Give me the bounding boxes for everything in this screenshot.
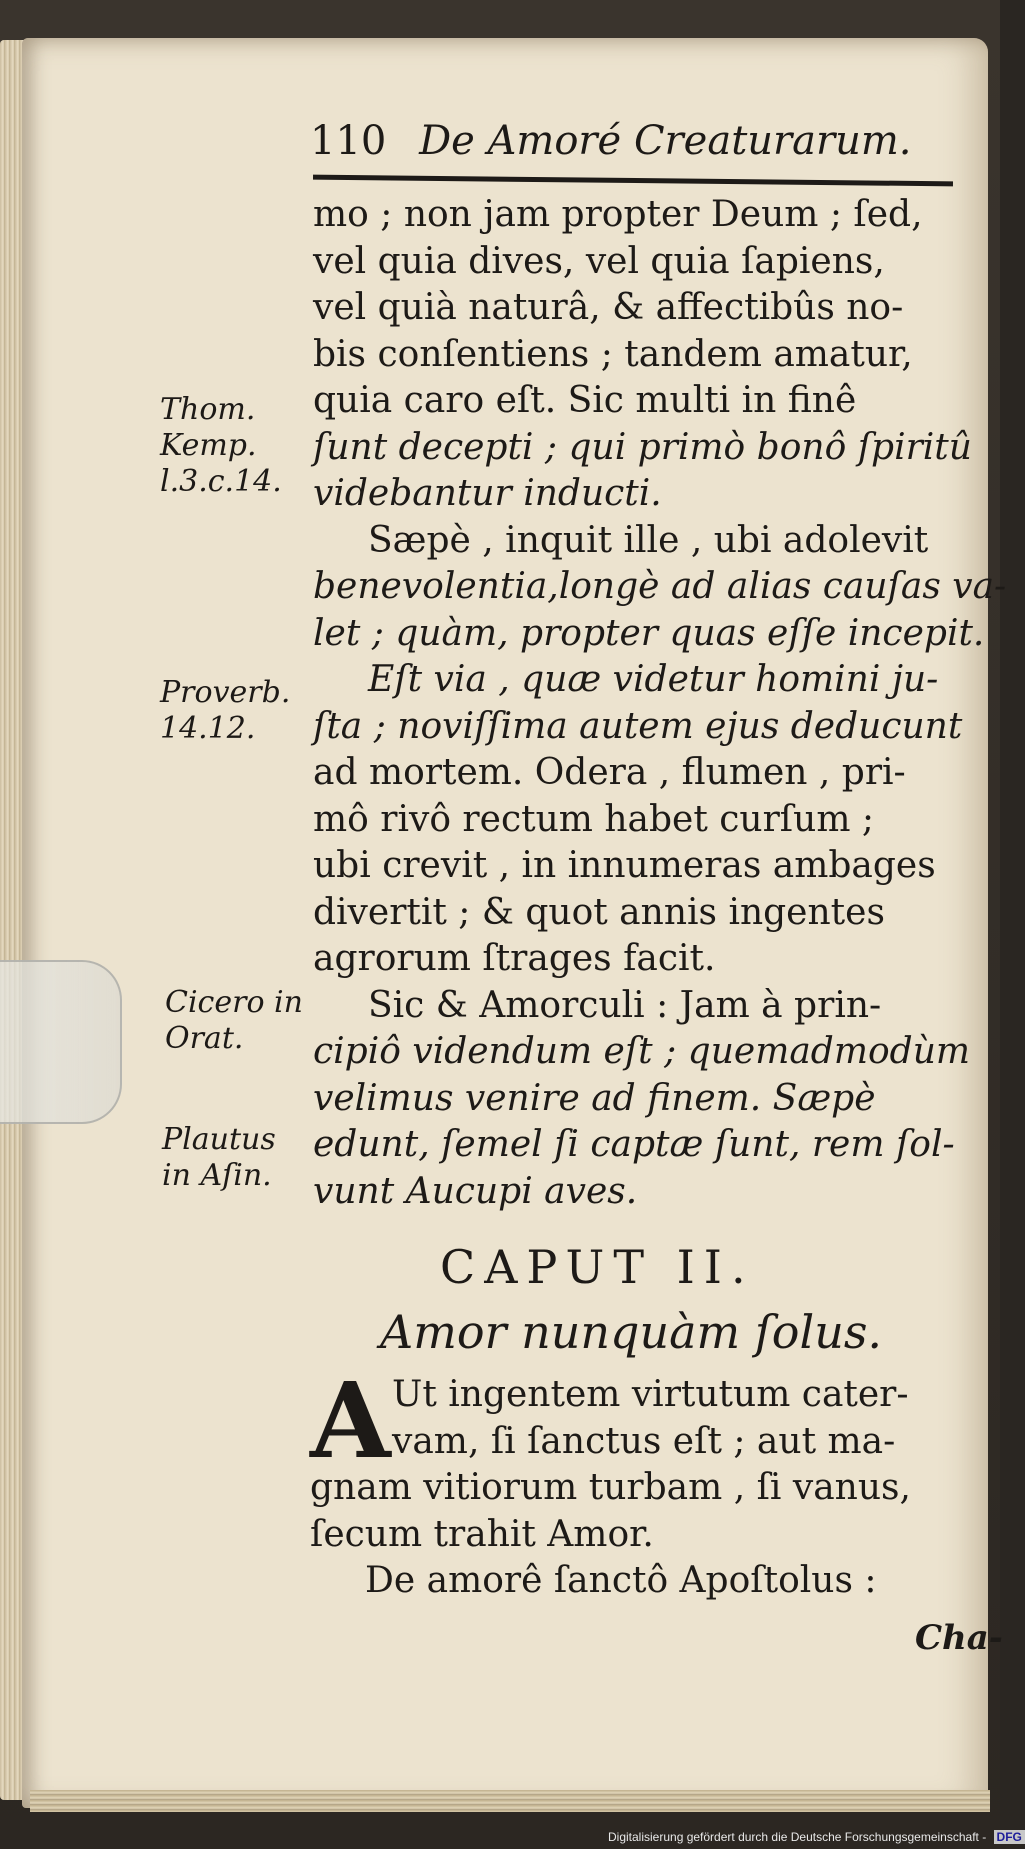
margin-note-line: Kemp. — [160, 428, 257, 463]
text-line: ad mortem. Odera , flumen , pri- — [313, 752, 906, 793]
text-line: Ut ingentem virtutum cater- — [392, 1374, 909, 1415]
text-line: vel quià naturâ, & affectibûs no- — [313, 287, 904, 328]
digitization-footer — [608, 1830, 1025, 1844]
text-line: ſta ; noviſſima autem ejus deducunt — [313, 705, 963, 747]
margin-note-line: Plautus — [162, 1122, 276, 1157]
margin-note-line: l.3.c.14. — [160, 464, 282, 499]
text-line: vunt Aucupi aves. — [313, 1170, 638, 1212]
margin-note-line: Proverb. — [160, 675, 291, 710]
chapter-heading: CAPUT II. — [440, 1240, 755, 1294]
text-line: gnam vitiorum turbam , ſi vanus, — [310, 1467, 911, 1508]
dfg-logo: DFG — [994, 1830, 1025, 1844]
text-line: vel quia dives, vel quia ſapiens, — [313, 240, 885, 282]
page-edge-bottom — [30, 1790, 990, 1812]
footer-text: Digitalisierung gefördert durch die Deutsche Forschungsgemeinschaft - — [608, 1830, 987, 1844]
catchword: Cha- — [915, 1618, 1003, 1658]
text-line: quia caro eſt. Sic multi in finê — [313, 380, 857, 421]
text-line: vam, ſi ſanctus eſt ; aut ma- — [392, 1420, 896, 1462]
text-line: divertit ; & quot annis ingentes — [313, 891, 885, 933]
text-line: Sic & Amorculi : Jam à prin- — [368, 984, 882, 1026]
margin-note-line: 14.12. — [160, 711, 256, 746]
running-title: De Amoré Creaturarum. — [419, 118, 912, 164]
chapter-subtitle: Amor nunquàm ſolus. — [380, 1305, 883, 1359]
drop-cap: A — [310, 1359, 391, 1482]
margin-note-line: Thom. — [160, 392, 256, 427]
text-line: edunt, ſemel ſi captæ ſunt, rem ſol- — [313, 1124, 955, 1165]
margin-note-thom-kemp — [160, 392, 282, 500]
page-number: 110 — [310, 118, 387, 164]
text-line: ubi crevit , in innumeras ambages — [313, 845, 936, 886]
text-line: benevolentia,longè ad alias cauſas va- — [313, 566, 1007, 607]
text-line: velimus venire ad finem. Sæpè — [313, 1077, 876, 1119]
text-line: videbantur inducti. — [313, 473, 662, 514]
text-line: ſunt decepti ; qui primò bonô ſpiritû — [313, 426, 972, 468]
text-line: mo ; non jam propter Deum ; ſed, — [313, 194, 923, 235]
text-line: agrorum ſtrages facit. — [313, 938, 716, 979]
margin-note-cicero — [165, 985, 303, 1057]
margin-note-line: in Aſin. — [162, 1158, 272, 1193]
margin-note-plautus — [162, 1122, 276, 1194]
chapter-body — [310, 1359, 970, 1605]
margin-note-line: Cicero in — [165, 985, 303, 1020]
text-line: Eſt via , quæ videtur homini ju- — [368, 659, 939, 700]
text-line: De amorê ſanctô Apoſtolus : — [365, 1560, 877, 1601]
margin-note-proverb — [160, 675, 290, 747]
text-line: bis conſentiens ; tandem amatur, — [313, 333, 913, 375]
text-line: Sæpè , inquit ille , ubi adolevit — [368, 519, 929, 561]
text-line: mô rivô rectum habet curſum ; — [313, 798, 875, 840]
margin-note-line: Orat. — [165, 1021, 244, 1056]
text-line: ſecum trahit Amor. — [310, 1513, 654, 1555]
running-header — [310, 118, 912, 164]
text-line: cipiô videndum eſt ; quemadmodùm — [313, 1031, 971, 1072]
text-line: let ; quàm, propter quas eſſe incepit. — [313, 612, 985, 654]
page-clip — [0, 960, 122, 1124]
main-text — [313, 192, 1007, 1215]
